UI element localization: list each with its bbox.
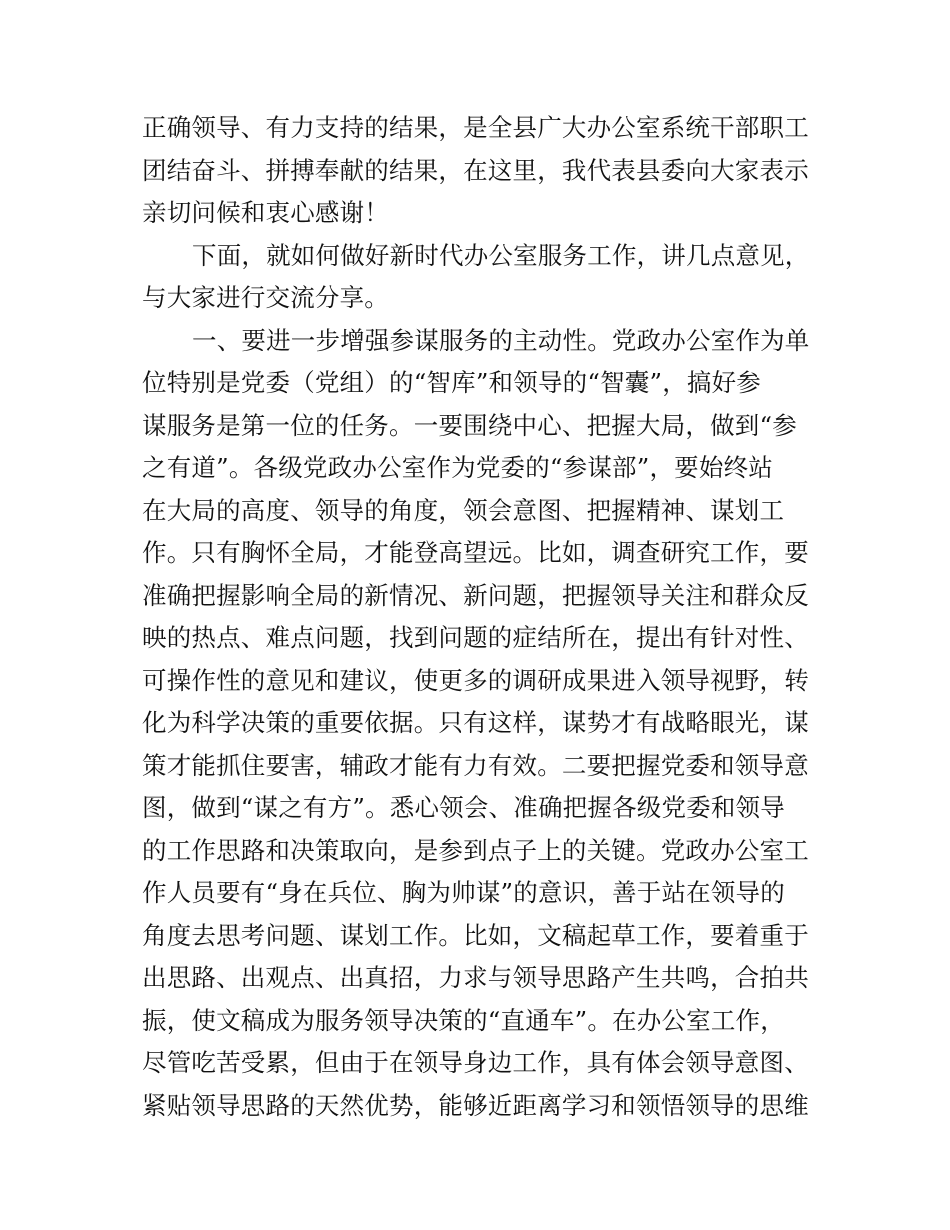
text-line: 映的热点、难点问题，找到问题的症结所在，提出有针对性、 <box>142 623 809 652</box>
text-line: 出思路、出观点、出真招，力求与领导思路产生共鸣，合拍共 <box>142 963 809 992</box>
text-line: 作人员要有“身在兵位、胸为帅谋”的意识，善于站在领导的 <box>142 878 785 907</box>
text-line: 准确把握影响全局的新情况、新问题，把握领导关注和群众反 <box>142 580 809 610</box>
text-line: 紧贴领导思路的天然优势，能够近距离学习和领悟领导的思维 <box>142 1090 809 1120</box>
text-line: 策才能抓住要害，辅政才能有力有效。二要把握党委和领导意 <box>142 750 809 780</box>
text-line: 振，使文稿成为服务领导决策的“直通车”。在办公室工作， <box>142 1005 785 1035</box>
text-line: 谋服务是第一位的任务。一要围绕中心、把握大局，做到“参 <box>142 410 797 440</box>
text-line: 下面，就如何做好新时代办公室服务工作，讲几点意见， <box>192 240 810 270</box>
text-line: 可操作性的意见和建议，使更多的调研成果进入领导视野，转 <box>142 665 809 695</box>
text-line: 的工作思路和决策取向，是参到点子上的关键。党政办公室工 <box>142 835 809 865</box>
text-line: 位特别是党委（党组）的“智库”和领导的“智囊”，搞好参 <box>142 368 761 397</box>
document-body <box>142 107 812 1127</box>
text-line: 一、要进一步增强参谋服务的主动性。党政办公室作为单 <box>192 325 810 355</box>
text-line: 在大局的高度、领导的角度，领会意图、把握精神、谋划工 <box>142 495 785 525</box>
text-line: 正确领导、有力支持的结果，是全县广大办公室系统干部职工 <box>142 113 809 142</box>
text-line: 角度去思考问题、谋划工作。比如，文稿起草工作，要着重于 <box>142 920 809 950</box>
text-line: 作。只有胸怀全局，才能登高望远。比如，调查研究工作，要 <box>142 538 809 567</box>
text-line: 图，做到“谋之有方”。悉心领会、准确把握各级党委和领导 <box>142 793 785 822</box>
text-line: 与大家进行交流分享。 <box>142 283 389 312</box>
text-line: 之有道”。各级党政办公室作为党委的“参谋部”，要始终站 <box>142 453 773 482</box>
text-line: 亲切问候和衷心感谢！ <box>142 198 389 227</box>
text-line: 尽管吃苦受累，但由于在领导身边工作，具有体会领导意图、 <box>142 1048 809 1077</box>
text-line: 化为科学决策的重要依据。只有这样，谋势才有战略眼光，谋 <box>142 708 809 737</box>
text-line: 团结奋斗、拼搏奉献的结果，在这里，我代表县委向大家表示 <box>142 155 809 185</box>
